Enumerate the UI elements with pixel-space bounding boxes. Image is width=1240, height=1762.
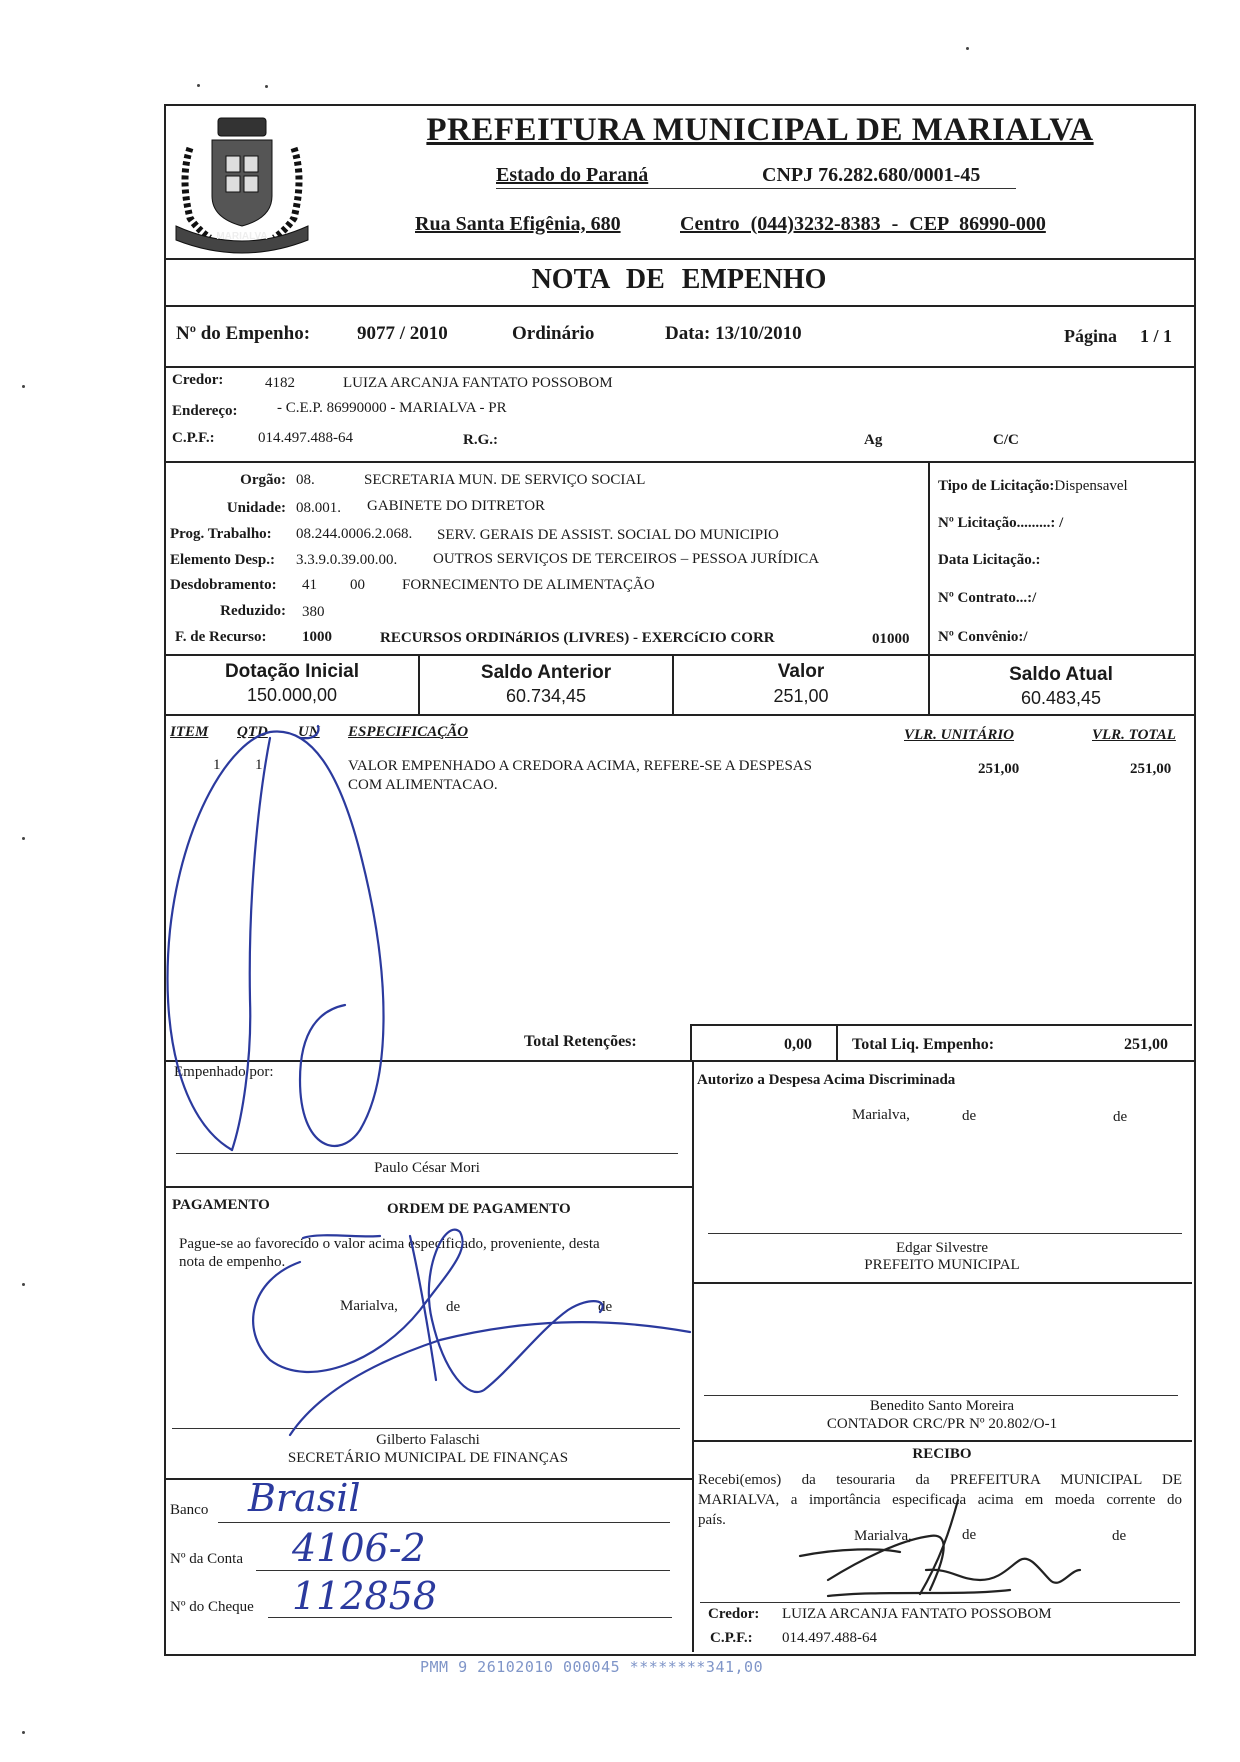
credor-address: - C.E.P. 86990000 - MARIALVA - PR <box>277 400 507 416</box>
secretary-name: Gilberto Falaschi <box>376 1432 480 1448</box>
reduzido-value: 380 <box>302 604 325 620</box>
unidade-code: 08.001. <box>296 500 341 516</box>
recibo-text: MARIALVA, a importância especificada acima em moeda corrente do <box>698 1492 1182 1508</box>
col-header-un: UN <box>298 724 320 740</box>
accountant-name: Benedito Santo Moreira <box>869 1398 1015 1414</box>
scan-speck <box>22 385 25 388</box>
licitacao-date: Data Licitação.: <box>938 552 1041 568</box>
conta-line <box>256 1570 670 1571</box>
credor-name: LUIZA ARCANJA FANTATO POSSOBOM <box>343 375 613 391</box>
elemento-label: Elemento Desp.: <box>170 552 275 568</box>
empenho-type: Ordinário <box>512 323 595 344</box>
state-name: Estado do Paraná <box>496 164 649 186</box>
recibo-text: país. <box>698 1512 726 1528</box>
prog-label: Prog. Trabalho: <box>170 526 272 542</box>
conta-handwritten: 4106-2 <box>292 1526 426 1570</box>
table-cell-unit-value: 251,00 <box>978 761 1020 777</box>
table-cell-qtd: 1 <box>255 757 263 773</box>
page-label: Página <box>1064 326 1118 346</box>
ordem-pagamento-label: ORDEM DE PAGAMENTO <box>387 1201 571 1217</box>
tipo-licitacao-label: Tipo de Licitação: <box>938 478 1055 494</box>
empenho-date: Data: 13/10/2010 <box>665 323 802 344</box>
scan-speck <box>197 84 200 87</box>
divider <box>164 461 1194 463</box>
cashier-stamp: PMM 9 26102010 000045 ********341,00 <box>420 1658 764 1676</box>
col-header-item: ITEM <box>170 724 209 740</box>
divider <box>164 1060 1194 1062</box>
elemento-code: 3.3.9.0.39.00.00. <box>296 552 398 568</box>
credor-label: Credor: <box>172 372 224 388</box>
recibo-de: de <box>962 1527 977 1543</box>
reduzido-label: Reduzido: <box>220 603 286 619</box>
unidade-label: Unidade: <box>226 500 286 516</box>
recibo-cpf-label: C.P.F.: <box>710 1630 753 1646</box>
table-cell-total: 251,00 <box>1130 761 1172 777</box>
cheque-handwritten: 112858 <box>292 1574 438 1618</box>
recurso-code: 1000 <box>302 629 332 645</box>
table-cell-item: 1 <box>213 757 221 773</box>
divider <box>164 654 1194 656</box>
pagamento-place: Marialva, <box>340 1298 398 1314</box>
table-cell-spec: COM ALIMENTACAO. <box>348 777 498 793</box>
cc-label: C/C <box>993 432 1019 448</box>
licitacao-number: Nº Licitação.........: / <box>938 515 1064 531</box>
contrato-number: Nº Contrato...:/ <box>938 590 1037 606</box>
empenho-number: 9077 / 2010 <box>357 323 448 344</box>
pagamento-text: Pague-se ao favorecido o valor acima especificado, proveniente, desta <box>179 1236 600 1252</box>
table-cell-spec: VALOR EMPENHADO A CREDORA ACIMA, REFERE-SE A DESPESAS <box>348 758 812 774</box>
cnpj: CNPJ 76.282.680/0001-45 <box>762 164 981 186</box>
empenhado-label: Empenhado por: <box>174 1064 274 1080</box>
col-header-spec: ESPECIFICAÇÃO <box>348 724 469 740</box>
recurso-name: RECURSOS ORDINáRIOS (LIVRES) - EXERCíCIO CORR <box>380 630 775 646</box>
convenio-number: Nº Convênio:/ <box>938 629 1028 645</box>
divider <box>692 1060 694 1652</box>
liq-empenho-label: Total Liq. Empenho: <box>852 1036 995 1053</box>
signature-line <box>704 1395 1178 1396</box>
divider <box>164 714 1194 716</box>
col-header-total: VLR. TOTAL <box>1092 727 1176 743</box>
elemento-name: OUTROS SERVIÇOS DE TERCEIROS – PESSOA JURÍDICA <box>433 551 820 567</box>
balance-value: 150.000,00 <box>246 685 338 705</box>
balance-label: Saldo Atual <box>1009 664 1113 685</box>
pagamento-de: de <box>598 1299 613 1315</box>
autorizo-de: de <box>962 1108 977 1124</box>
divider <box>164 258 1194 260</box>
scan-speck <box>265 85 268 88</box>
balance-label: Saldo Anterior <box>480 662 612 683</box>
secretary-title: SECRETÁRIO MUNICIPAL DE FINANÇAS <box>287 1450 569 1466</box>
autorizo-place: Marialva, <box>852 1107 910 1123</box>
divider <box>692 1282 1192 1284</box>
desdob-name: FORNECIMENTO DE ALIMENTAÇÃO <box>402 577 655 593</box>
divider <box>692 1440 1192 1442</box>
coat-of-arms-icon <box>170 108 314 256</box>
page-number: 1 / 1 <box>1140 326 1173 346</box>
mayor-title: PREFEITO MUNICIPAL <box>864 1257 1020 1273</box>
credor-cpf: 014.497.488-64 <box>258 430 353 446</box>
divider <box>690 1024 692 1062</box>
desdob-code: 41 <box>302 577 317 593</box>
recurso-label: F. de Recurso: <box>175 629 267 645</box>
accountant-title: CONTADOR CRC/PR Nº 20.802/O-1 <box>826 1416 1058 1432</box>
divider <box>164 1478 692 1480</box>
scan-speck <box>966 47 969 50</box>
divider <box>690 1024 1192 1026</box>
signature-line <box>708 1233 1182 1234</box>
retencoes-value: 0,00 <box>784 1036 812 1053</box>
coat-of-arms-label: MARIALVA <box>216 231 268 242</box>
recibo-de: de <box>1112 1528 1127 1544</box>
divider <box>836 1024 838 1062</box>
desdob-label: Desdobramento: <box>170 577 277 593</box>
retencoes-label: Total Retenções: <box>524 1033 637 1050</box>
street-address: Rua Santa Efigênia, 680 <box>415 213 621 235</box>
autorizo-label: Autorizo a Despesa Acima Discriminada <box>697 1072 956 1088</box>
banco-label: Banco <box>170 1502 209 1518</box>
orgao-name: SECRETARIA MUN. DE SERVIÇO SOCIAL <box>364 472 646 488</box>
ag-label: Ag <box>864 432 883 448</box>
orgao-code: 08. <box>296 472 315 488</box>
balance-value: 60.483,45 <box>1020 688 1102 708</box>
unidade-name: GABINETE DO DITRETOR <box>367 498 546 514</box>
balance-label: Dotação Inicial <box>224 661 360 682</box>
tipo-licitacao <box>938 478 1128 495</box>
divider <box>164 305 1194 307</box>
empenho-label: Nº do Empenho: <box>176 323 311 344</box>
banco-line <box>218 1522 670 1523</box>
page-title: PREFEITURA MUNICIPAL DE MARIALVA <box>426 112 1094 148</box>
cpf-label: C.P.F.: <box>172 430 215 446</box>
orgao-label: Orgão: <box>240 472 286 488</box>
prog-code: 08.244.0006.2.068. <box>296 526 413 542</box>
balance-value: 251,00 <box>773 686 829 706</box>
col-header-unit-value: VLR. UNITÁRIO <box>904 727 1015 743</box>
col-header-qtd: QTD <box>237 724 268 740</box>
recibo-credor-label: Credor: <box>708 1606 760 1622</box>
pagamento-text: nota de empenho. <box>179 1254 286 1270</box>
recibo-cpf: 014.497.488-64 <box>782 1630 877 1646</box>
recibo-credor-name: LUIZA ARCANJA FANTATO POSSOBOM <box>782 1606 1052 1622</box>
address-label: Endereço: <box>172 403 238 419</box>
empenhado-name: Paulo César Mori <box>374 1160 480 1176</box>
divider <box>164 1186 692 1188</box>
rg-label: R.G.: <box>463 432 498 448</box>
prog-name: SERV. GERAIS DE ASSIST. SOCIAL DO MUNICIPIO <box>437 527 779 543</box>
pagamento-label: PAGAMENTO <box>172 1197 270 1213</box>
scan-speck <box>22 1283 25 1286</box>
recibo-text: Recebi(emos) da tesouraria da PREFEITURA MUNICIPAL DE <box>698 1472 1182 1488</box>
liq-empenho-value: 251,00 <box>1124 1036 1168 1053</box>
signature-line <box>176 1153 678 1154</box>
desdob-code: 00 <box>350 577 365 593</box>
tipo-licitacao-value: Dispensavel <box>1054 478 1128 494</box>
recibo-title: RECIBO <box>912 1446 972 1462</box>
cheque-label: Nº do Cheque <box>170 1599 254 1615</box>
signature-line <box>700 1602 1180 1603</box>
balance-value: 60.734,45 <box>505 686 587 706</box>
balance-label: Valor <box>777 661 825 682</box>
scan-speck <box>22 837 25 840</box>
recurso-code: 01000 <box>872 631 910 647</box>
pagamento-de: de <box>446 1299 461 1315</box>
header-underline <box>496 188 1016 189</box>
mayor-name: Edgar Silvestre <box>895 1240 989 1256</box>
address-rest: Centro (044)3232-8383 - CEP 86990-000 <box>680 213 1046 235</box>
divider <box>928 461 930 654</box>
recibo-place: Marialva, <box>854 1528 912 1544</box>
scan-speck <box>22 1731 25 1734</box>
signature-line <box>172 1428 680 1429</box>
divider <box>164 366 1194 368</box>
document-title: NOTA DE EMPENHO <box>531 264 827 295</box>
credor-code: 4182 <box>265 375 295 391</box>
banco-handwritten: Brasil <box>248 1476 361 1520</box>
conta-label: Nº da Conta <box>170 1551 243 1567</box>
autorizo-de: de <box>1113 1109 1128 1125</box>
